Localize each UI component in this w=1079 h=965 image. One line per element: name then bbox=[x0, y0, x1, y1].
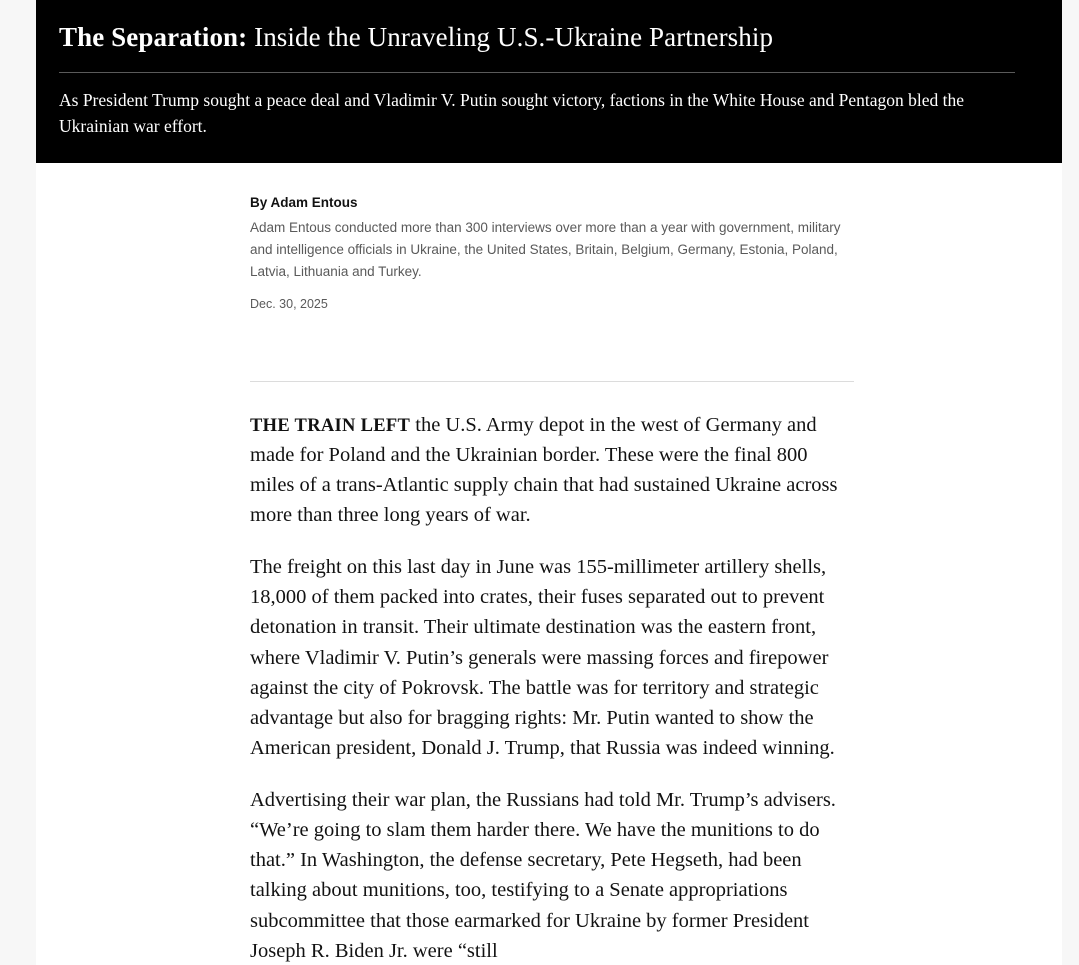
byline-note: Adam Entous conducted more than 300 interviews over more than a year with government, military and intelligence officials in Ukraine, the United States, Britain, Belgium, Germany, Estonia, Poland, Latvia, Lithuania and Turkey. bbox=[250, 220, 841, 279]
page-title bbox=[58, 22, 1040, 54]
paragraph-lede: THE TRAIN LEFT bbox=[250, 415, 411, 436]
headline-kicker: The Separation: bbox=[59, 22, 248, 52]
headline-band bbox=[36, 0, 1062, 163]
article-summary: As President Trump sought a peace deal and Vladimir V. Putin sought victory, factions in the White House and Pentagon bled the Ukrainian war effort. bbox=[59, 89, 965, 137]
byline-block bbox=[250, 195, 854, 311]
paragraph bbox=[250, 410, 850, 531]
byline-body-divider bbox=[250, 381, 854, 382]
paragraph bbox=[250, 785, 850, 965]
paragraph bbox=[250, 552, 850, 763]
paragraph-text: the U.S. Army depot in the west of Germany and made for Poland and the Ukrainian border. These were the final 800 miles of a trans-Atlantic supply chain that had sustained Ukraine across more than three long years of war. bbox=[250, 413, 838, 527]
byline-author[interactable]: By Adam Entous bbox=[250, 195, 358, 210]
paragraph-text: The freight on this last day in June was 155-millimeter artillery shells, 18,000 of them packed into crates, their fuses separated out to prevent detonation in transit. Their ultimate destination was the eastern front, where Vladimir V. Putin’s generals were massing forces and firepower against the city of Pokrovsk. The battle was for territory and strategic advantage but also for bragging rights: Mr. Putin wanted to show the American president, Donald J. Trump, that Russia was indeed winning. bbox=[250, 556, 835, 759]
article-body-area bbox=[36, 195, 1062, 965]
paragraph-text: Advertising their war plan, the Russians had told Mr. Trump’s advisers. “We’re going to slam them harder there. We have the munitions to do that.” In Washington, the defense secretary, Pete Hegseth, had been talking about munitions, too, testifying to a Senate appropriations subcommittee that those earmarked for Ukraine by former President Joseph R. Biden Jr. were “still bbox=[250, 789, 836, 962]
headline-rest: Inside the Unraveling U.S.-Ukraine Partnership bbox=[247, 22, 774, 52]
article-container bbox=[36, 0, 1062, 965]
publish-date: Dec. 30, 2025 bbox=[250, 296, 328, 311]
article-body bbox=[250, 410, 850, 965]
headline-divider bbox=[59, 72, 1015, 73]
